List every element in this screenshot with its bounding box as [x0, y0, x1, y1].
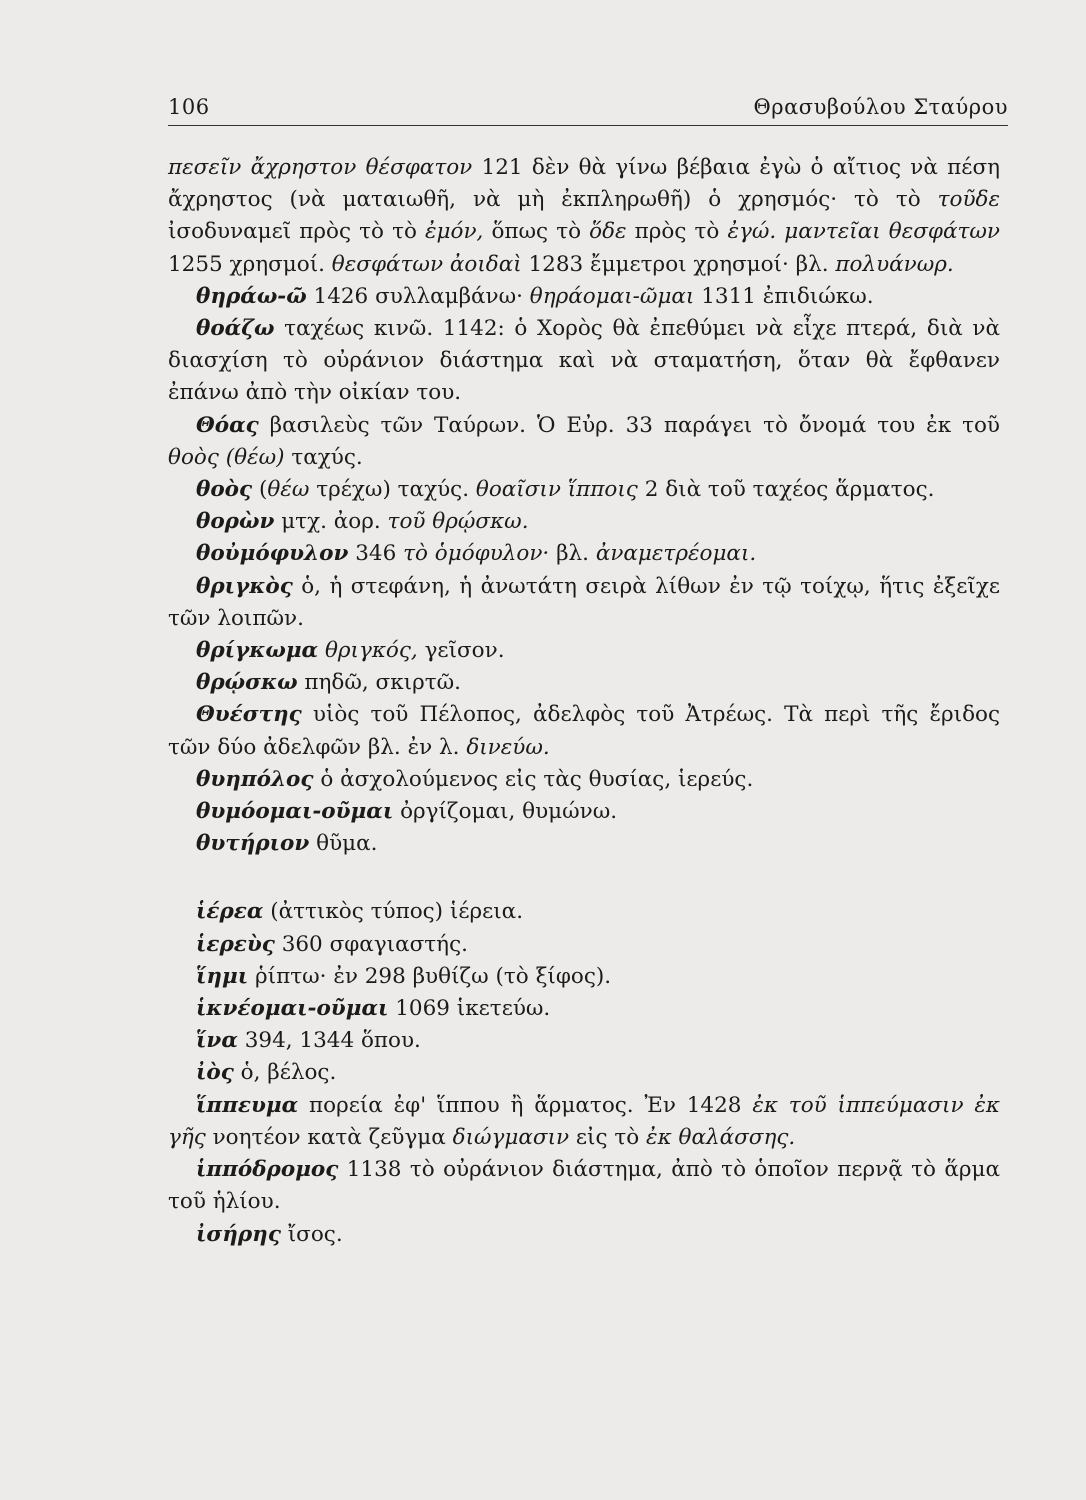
entry-lemma: θριγκὸς: [196, 573, 293, 599]
glossary-entry: [168, 1154, 1000, 1218]
entry-italic-text: ἐκ θαλάσσης.: [646, 1124, 796, 1150]
page-number: 106: [168, 95, 210, 119]
entry-italic-text: ἀναμετρέομαι.: [595, 541, 757, 567]
entry-lemma: ἱερεὺς: [196, 931, 275, 957]
entry-text: 1069 ἱκετεύω.: [388, 996, 551, 1022]
entry-text: ἰσοδυναμεῖ πρὸς τὸ τὸ: [168, 219, 425, 245]
entry-lemma: Θυέστης: [196, 702, 302, 728]
entry-lemma: ἵημι: [196, 963, 249, 989]
entry-text: 360 σφαγιαστής.: [274, 931, 468, 957]
entry-text: πηδῶ, σκιρτῶ.: [297, 670, 461, 696]
entry-lemma: θοάζω: [196, 316, 275, 342]
glossary-entry: [168, 796, 1000, 828]
entry-text: υἱὸς τοῦ Πέλοπος, ἀδελφὸς τοῦ Ἀτρέως. Τὰ περὶ τῆς ἔριδος τῶν δύο ἀδελφῶν βλ. ἐν λ.: [168, 702, 1000, 760]
glossary-entry: [168, 571, 1000, 635]
entry-lemma: θυμόομαι-οῦμαι: [196, 799, 394, 825]
entry-lemma: θρίγκωμα: [196, 638, 319, 664]
page-header: [168, 86, 1008, 126]
entry-text: 121 δὲν θὰ γίνω βέβαια ἐγὼ ὁ αἴτιος νὰ πέση ἄχρηστος (νὰ ματαιωθῆ, νὰ μὴ ἐκπληρωθῆ) ὁ χρησμός· τὸ τὸ: [168, 155, 1001, 213]
entry-text: ἴσος.: [280, 1221, 343, 1247]
entry-text: (: [252, 477, 268, 503]
entry-text: 2 διὰ τοῦ ταχέος ἅρματος.: [637, 477, 935, 503]
entry-lemma: θυηπόλος: [196, 766, 314, 792]
section-gap: [168, 860, 1000, 896]
entry-italic-text: τοῦ θρῴσκω.: [387, 509, 529, 535]
glossary-entry: [168, 410, 1000, 474]
entry-italic-text: θοαῖσιν ἵπποις: [475, 477, 638, 503]
entry-text: 346: [348, 541, 404, 567]
entry-text: πορεία ἐφ' ἵππου ἢ ἅρματος. Ἐν 1428: [298, 1092, 753, 1118]
entry-text: ὁ, βέλος.: [233, 1060, 337, 1086]
entry-lemma: Θόας: [196, 412, 259, 438]
glossary-entry: [168, 764, 1000, 796]
entry-text: 1426 συλλαμβάνω·: [306, 283, 530, 309]
entry-text: τρέχω) ταχύς.: [309, 477, 476, 503]
entry-text: νοητέον κατὰ ζεῦγμα: [205, 1124, 453, 1150]
entry-italic-text: πολυάνωρ.: [835, 251, 954, 277]
entry-lemma: ἰσήρης: [196, 1221, 281, 1247]
glossary-entry: [168, 1025, 1000, 1057]
entry-lemma: ἱκνέομαι-οῦμαι: [196, 996, 389, 1022]
entry-italic-text: ὅδε: [589, 219, 627, 245]
entry-italic-text: θεσφάτων ἀοιδαὶ: [331, 251, 522, 277]
entry-lemma: θυτήριον: [196, 831, 310, 857]
glossary-entry: [168, 1219, 1000, 1251]
entry-text: μτχ. ἀορ.: [274, 509, 388, 535]
entry-lemma: θρῴσκω: [196, 670, 298, 696]
entry-italic-text: διώγμασιν: [452, 1124, 570, 1150]
entry-text: ῥίπτω· ἐν 298 βυθίζω (τὸ ξίφος).: [248, 963, 612, 989]
entry-italic-text: ἐμόν,: [425, 219, 484, 245]
entry-italic-text: δινεύω.: [466, 734, 550, 760]
entry-text: (ἀττικὸς τύπος) ἱέρεια.: [263, 899, 524, 925]
entry-text: εἰς τὸ: [569, 1124, 647, 1150]
entry-text: πρὸς τὸ: [626, 219, 728, 245]
entry-text: 394, 1344 ὅπου.: [237, 1028, 421, 1054]
glossary-entry: [168, 474, 1000, 506]
glossary-entry: [168, 1090, 1000, 1154]
entry-lemma: ἰὸς: [196, 1060, 234, 1086]
glossary-entry: [168, 1057, 1000, 1089]
glossary-entry: [168, 896, 1000, 928]
glossary-entry: [168, 635, 1000, 667]
entry-lemma: ἵνα: [196, 1028, 238, 1054]
glossary-entry: [168, 699, 1000, 763]
entry-text: ὀργίζομαι, θυμώνω.: [393, 799, 618, 825]
entry-text: βλ.: [549, 541, 596, 567]
running-head: Θρασυβούλου Σταύρου: [753, 95, 1008, 119]
entry-text: ταχέως κινῶ. 1142: ὁ Χορὸς θὰ ἐπεθύμει νὰ εἶχε πτερά, διὰ νὰ διασχίση τὸ οὐράνιον διάστημα καὶ νὰ σταματήση, ὅταν θὰ ἔφθανεν ἐπάνω ἀπὸ τὴν οἰκίαν του.: [168, 316, 1000, 406]
entry-text: 1283 ἔμμετροι χρησμοί· βλ.: [521, 251, 836, 277]
entry-text: 1255 χρησμοί.: [168, 251, 332, 277]
glossary-entry: [168, 828, 1000, 860]
entry-text: [318, 638, 325, 663]
entry-text: βασιλεὺς τῶν Ταύρων. Ὁ Εὐρ. 33 παράγει τὸ ὄνομά του ἐκ τοῦ: [258, 412, 1000, 438]
entry-lemma: ἵππευμα: [196, 1092, 299, 1118]
entry-italic-text: ἐκ τοῦ ἱππεύμασιν ἐκ γῆς: [168, 1092, 1000, 1150]
entry-italic-text: θέω: [267, 477, 310, 503]
entry-lemma: ἱέρεα: [196, 899, 264, 925]
entry-italic-text: θοὸς (θέω): [168, 444, 285, 470]
entry-text: 1138 τὸ οὐράνιον διάστημα, ἀπὸ τὸ ὁποῖον περνᾷ τὸ ἅρμα τοῦ ἡλίου.: [168, 1157, 1000, 1215]
entry-text: θῦμα.: [309, 831, 378, 857]
entry-italic-text: τοῦδε: [937, 187, 1000, 213]
entry-lemma: θορὼν: [196, 509, 275, 535]
entry-text: ὁ ἀσχολούμενος εἰς τὰς θυσίας, ἱερεύς.: [313, 766, 754, 792]
entry-italic-text: τὸ ὁμόφυλον·: [403, 541, 550, 567]
glossary-entry: [168, 281, 1000, 313]
entry-text: ὅπως τὸ: [483, 219, 590, 245]
entry-lemma: θοὐμόφυλον: [196, 541, 349, 567]
glossary-entry: [168, 538, 1000, 570]
glossary-entry: [168, 667, 1000, 699]
entry-text: ταχύς.: [284, 444, 363, 470]
entry-italic-text: ἐγώ. μαντεῖαι θεσφάτων: [727, 219, 1000, 245]
entry-lemma: ἱππόδρομος: [196, 1157, 339, 1183]
entry-lemma: θοὸς: [196, 477, 253, 503]
entry-italic-text: θριγκός,: [324, 638, 418, 664]
glossary-entry: [168, 961, 1000, 993]
entry-text: ὁ, ἡ στεφάνη, ἡ ἀνωτάτη σειρὰ λίθων ἐν τῷ τοίχῳ, ἥτις ἐξεῖχε τῶν λοιπῶν.: [168, 573, 1000, 631]
glossary-body: [168, 152, 1000, 1251]
glossary-entry: [168, 313, 1000, 410]
entry-italic-text: πεσεῖν ἄχρηστον θέσφατον: [168, 155, 473, 180]
glossary-entry: [168, 993, 1000, 1025]
entry-text: 1311 ἐπιδιώκω.: [694, 283, 874, 309]
glossary-entry: [168, 152, 1000, 281]
entry-lemma: θηράω-ῶ: [196, 283, 307, 309]
glossary-entry: [168, 506, 1000, 538]
glossary-entry: [168, 929, 1000, 961]
entry-text: γεῖσον.: [417, 638, 505, 664]
entry-italic-text: θηράομαι-ῶμαι: [529, 283, 695, 309]
